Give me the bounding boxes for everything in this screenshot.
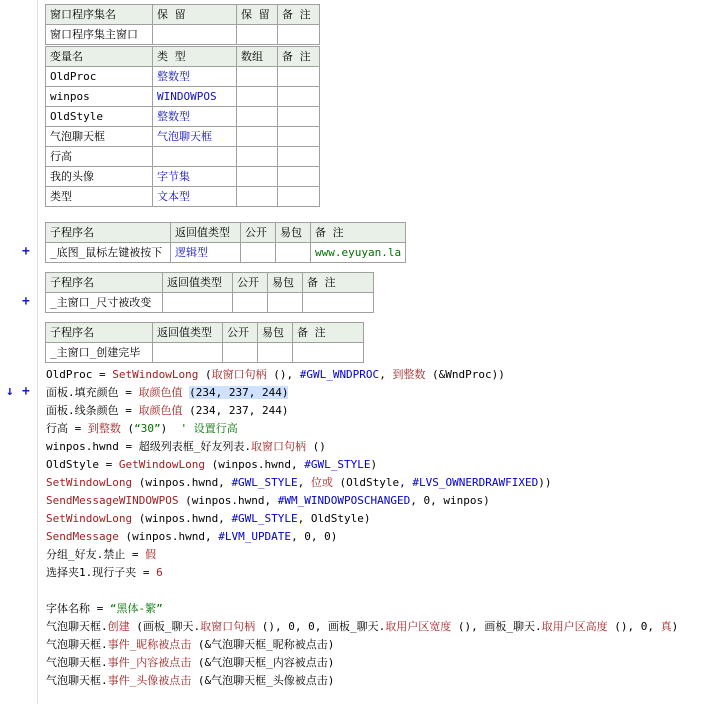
col-header: 易包 [276,223,311,243]
cell[interactable] [153,343,223,363]
col-header: 返回值类型 [153,323,223,343]
col-header: 子程序名 [46,273,163,293]
code-line[interactable]: SendMessageWINDOWPOS (winpos.hwnd, #WM_WINDOWPOSCHANGED, 0, winpos) [46,494,490,507]
col-header: 公开 [241,223,276,243]
code-line[interactable]: SendMessage (winpos.hwnd, #LVM_UPDATE, 0, 0) [46,530,338,543]
var-name[interactable]: 气泡聊天框 [46,127,153,147]
expand-icon[interactable]: + [22,244,30,259]
col-header: 变量名 [46,47,153,67]
code-line[interactable]: 选择夹1.现行子夹 = 6 [46,566,163,579]
subroutine-table [45,322,364,363]
cell[interactable] [303,293,374,313]
col-header: 备 注 [278,5,320,25]
cell[interactable] [237,127,278,147]
var-name[interactable]: OldProc [46,67,153,87]
var-name[interactable]: 类型 [46,187,153,207]
var-type[interactable]: 整数型 [153,67,237,87]
col-header: 易包 [258,323,293,343]
code-line[interactable]: 气泡聊天框.创建 (画板_聊天.取窗口句柄 (), 0, 0, 画板_聊天.取用户区宽度 (), 画板_聊天.取用户区高度 (), 0, 真) [46,620,679,633]
code-line[interactable]: 气泡聊天框.事件_昵称被点击 (&气泡聊天框_昵称被点击) [46,638,335,651]
window-set-table [45,4,320,45]
cell[interactable] [278,87,320,107]
col-header: 公开 [233,273,268,293]
var-type[interactable]: 气泡聊天框 [153,127,237,147]
code-line[interactable]: OldStyle = GetWindowLong (winpos.hwnd, #GWL_STYLE) [46,458,378,471]
col-header: 返回值类型 [171,223,241,243]
cell[interactable] [163,293,233,313]
window-set-name[interactable]: 窗口程序集主窗口 [46,25,153,45]
var-type[interactable]: WINDOWPOS [153,87,237,107]
col-header: 窗口程序集名 [46,5,153,25]
cell[interactable] [233,293,268,313]
cell[interactable] [276,243,311,263]
cell[interactable] [278,147,320,167]
col-header: 类 型 [153,47,237,67]
cell[interactable] [278,107,320,127]
code-line[interactable]: OldProc = SetWindowLong (取窗口句柄 (), #GWL_WNDPROC, 到整数 (&WndProc)) [46,368,505,381]
col-header: 备 注 [293,323,364,343]
cell[interactable] [237,167,278,187]
remark-link[interactable]: www.eyuyan.la [311,243,406,263]
var-type[interactable]: 字节集 [153,167,237,187]
cell[interactable] [223,343,258,363]
var-name[interactable]: winpos [46,87,153,107]
cell[interactable] [268,293,303,313]
cell[interactable] [278,25,320,45]
subroutine-table [45,272,374,313]
col-header: 子程序名 [46,223,171,243]
col-header: 数组 [237,47,278,67]
code-line[interactable]: 面板.线条颜色 = 取颜色值 (234, 237, 244) [46,404,289,417]
var-name[interactable]: 我的头像 [46,167,153,187]
gutter-divider [37,0,38,704]
col-header: 备 注 [303,273,374,293]
expand-icon[interactable]: + [22,294,30,309]
variable-table [45,46,320,207]
subroutine-name[interactable]: _主窗口_尺寸被改变 [46,293,163,313]
col-header: 备 注 [278,47,320,67]
code-line[interactable]: 面板.填充颜色 = 取颜色值 (234, 237, 244) [46,386,289,399]
code-line[interactable]: SetWindowLong (winpos.hwnd, #GWL_STYLE, 位或 (OldStyle, #LVS_OWNERDRAWFIXED)) [46,476,552,489]
cell[interactable] [237,147,278,167]
cell[interactable] [278,187,320,207]
code-line[interactable]: winpos.hwnd = 超级列表框_好友列表.取窗口句柄 () [46,440,326,453]
cell[interactable] [153,25,237,45]
return-type[interactable]: 逻辑型 [171,243,241,263]
code-line[interactable]: 气泡聊天框.事件_头像被点击 (&气泡聊天框_头像被点击) [46,674,335,687]
cell[interactable] [293,343,364,363]
subroutine-table [45,222,406,263]
var-name[interactable]: 行高 [46,147,153,167]
cell[interactable] [241,243,276,263]
col-header: 保 留 [237,5,278,25]
code-line[interactable]: SetWindowLong (winpos.hwnd, #GWL_STYLE, OldStyle) [46,512,371,525]
code-line[interactable]: 分组_好友.禁止 = 假 [46,548,157,561]
var-name[interactable]: OldStyle [46,107,153,127]
line-gutter [0,0,38,704]
code-line[interactable]: 行高 = 到整数 (“30”) ' 设置行高 [46,422,238,435]
code-line[interactable]: 气泡聊天框.事件_内容被点击 (&气泡聊天框_内容被点击) [46,656,335,669]
var-type[interactable]: 文本型 [153,187,237,207]
col-header: 返回值类型 [163,273,233,293]
cell[interactable] [278,67,320,87]
col-header: 易包 [268,273,303,293]
cell[interactable] [237,187,278,207]
cell[interactable] [237,107,278,127]
cell[interactable] [278,167,320,187]
var-type[interactable]: 整数型 [153,107,237,127]
cell[interactable] [237,87,278,107]
var-type[interactable] [153,147,237,167]
col-header: 子程序名 [46,323,153,343]
code-line[interactable]: 字体名称 = “黑体-繁” [46,602,163,615]
col-header: 公开 [223,323,258,343]
breakpoint-arrow-icon[interactable]: ↓ [6,384,14,399]
col-header: 保 留 [153,5,237,25]
expand-icon[interactable]: + [22,384,30,399]
cell[interactable] [237,67,278,87]
subroutine-name[interactable]: _主窗口_创建完毕 [46,343,153,363]
col-header: 备 注 [311,223,406,243]
cell[interactable] [278,127,320,147]
subroutine-name[interactable]: _底图_鼠标左键被按下 [46,243,171,263]
cell[interactable] [237,25,278,45]
cell[interactable] [258,343,293,363]
